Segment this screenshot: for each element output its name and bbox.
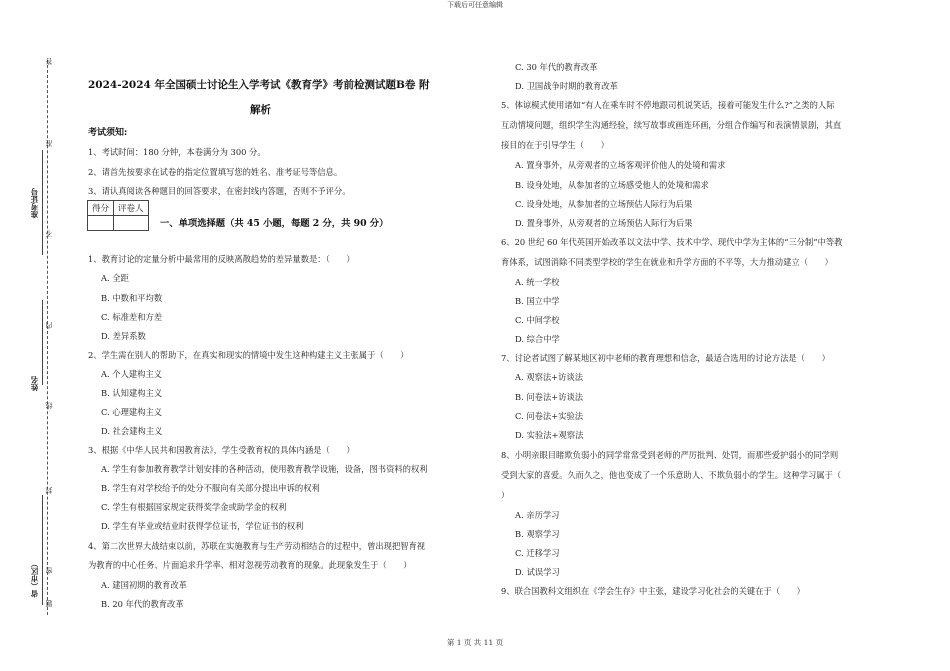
option[interactable]: C. 问卷法+实验法 (515, 411, 584, 421)
option[interactable]: D. 实验法+观察法 (515, 430, 584, 440)
exam-id-label: 准考证号 (30, 188, 39, 218)
exam-title: 2024-2024 年全国硕士讨论生入学考试《教育学》考前检测试题B卷 附 (88, 79, 430, 91)
exam-title-line2: 解析 (250, 104, 271, 116)
question-stem: 7、讨论者试图了解某地区初中老师的教育理想和信念，最适合选用的讨论方法是（ ） (501, 353, 830, 363)
option[interactable]: B. 学生有对学校给予的处分不服向有关部分提出申诉的权利 (101, 483, 320, 493)
question-stem: 4、第二次世界大战结束以前，苏联在实施教育与生产劳动相结合的过程中，曾出现把智育视 (88, 541, 426, 551)
question-stem: ） (501, 490, 510, 500)
question-stem: 互动情境问题，组织学生沟通经验，续写故事或画连环画，分组合作编写和表演情景剧，其直 (501, 120, 842, 130)
page-number: 第 1 页 共 11 页 (446, 638, 504, 647)
option[interactable]: C. 标准差和方差 (101, 312, 163, 322)
option[interactable]: A. 个人建构主义 (101, 369, 163, 379)
question-stem: 为教育的中心任务、片面追求升学率、相对忽视劳动教育的现象。此现象发生于（ ） (88, 560, 412, 570)
question-stem: 1、教育讨论的定量分析中最常用的反映离散趋势的差异量数是：（ ） (88, 254, 355, 264)
score-header: 得分 (88, 201, 114, 216)
section-title: 一、单项选择题（共 45 小题，每题 2 分，共 90 分） (160, 218, 389, 229)
option[interactable]: D. 试误学习 (515, 567, 560, 577)
option[interactable]: B. 20 年代的教育改革 (101, 599, 184, 609)
option[interactable]: D. 学生有毕业或结业时获得学位证书，学位证书的权利 (101, 521, 304, 531)
margin-char-nei: 内 (45, 322, 53, 329)
margin-char-mi: 密 (45, 567, 53, 574)
option[interactable]: B. 问卷法+访谈法 (515, 392, 584, 402)
notice-heading: 考试须知: (88, 128, 128, 138)
option[interactable]: A. 统一学校 (515, 277, 560, 287)
option[interactable]: A. 亲历学习 (515, 510, 560, 520)
margin-char-da: 答 (45, 58, 53, 65)
option[interactable]: D. 综合中学 (515, 334, 560, 344)
question-stem: 9、联合国教科文组织在《学会生存》中主张，建设学习化社会的关键在于（ ） (501, 586, 805, 596)
margin-char-zhun: 准 (45, 140, 53, 147)
score-cell[interactable] (88, 216, 114, 231)
grader-cell[interactable] (114, 216, 149, 231)
id-field-line (42, 150, 43, 255)
option[interactable]: A. 建国初期的教育改革 (101, 580, 187, 590)
option[interactable]: C. 30 年代的教育改革 (515, 62, 598, 72)
name-field-line (42, 300, 43, 385)
option[interactable]: B. 设身处地，从参加者的立场感受他人的处境和需求 (515, 180, 709, 190)
option[interactable]: D. 卫国战争时期的教育改革 (515, 81, 618, 91)
notice-item: 3、请认真阅读各种题目的回答要求，在密封线内答题，否则不予评分。 (88, 186, 351, 196)
download-note: 下载后可任意编辑 (447, 1, 503, 9)
score-table (87, 200, 149, 231)
province-field-line (42, 495, 43, 605)
question-stem: 8、小明亲眼目睹欺负弱小的同学常常受到老师的严厉批判、处罚，而那些爱护弱小的同学则 (501, 450, 839, 460)
question-stem: 5、体谅模式使用诸如“有人在乘车时不停地跟司机说笑话，接着可能发生什么?”之类的人际 (501, 100, 835, 110)
option[interactable]: C. 学生有根据国家规定获得奖学金或助学金的权利 (101, 502, 287, 512)
option[interactable]: B. 国立中学 (515, 296, 560, 306)
grader-header: 评卷人 (114, 201, 149, 216)
option[interactable]: B. 观察学习 (515, 529, 560, 539)
notice-item: 2、请首先按要求在试卷的指定位置填写您的姓名、准考证号等信息。 (88, 167, 343, 177)
option[interactable]: C. 心理建构主义 (101, 407, 163, 417)
option[interactable]: A. 置身事外，从旁观者的立场客观评价他人的处境和需求 (515, 160, 726, 170)
name-label: 姓名 (30, 376, 39, 391)
margin-char-xian: 线 (45, 402, 53, 409)
option[interactable]: D. 社会建构主义 (101, 426, 163, 436)
question-stem: 受到大家的喜爱。久而久之，他也变成了一个乐意助人、不欺负弱小的学生。这种学习属于（ (501, 470, 842, 480)
option[interactable]: C. 迁移学习 (515, 548, 560, 558)
question-stem: 接目的在于引导学生（ ） (501, 140, 609, 150)
option[interactable]: A. 全距 (101, 273, 129, 283)
question-stem: 3、根据《中华人民共和国教育法》，学生受教育权的具体内涵是（ ） (88, 445, 355, 455)
option[interactable]: D. 置身事外，从旁观者的立场预估人际行为后果 (515, 218, 693, 228)
margin-char-bu: 不 (45, 230, 53, 237)
question-stem: 2、学生需在别人的帮助下，在真实和现实的情境中发生这种构建主义主张属于（ ） (88, 350, 409, 360)
option[interactable]: C. 中间学校 (515, 315, 560, 325)
notice-item: 1、考试时间：180 分钟，本卷满分为 300 分。 (88, 147, 266, 157)
option[interactable]: C. 设身处地，从参加者的立场预估人际行为后果 (515, 199, 693, 209)
option[interactable]: B. 认知建构主义 (101, 388, 163, 398)
province-label: 省（市区） (30, 560, 39, 598)
question-stem: 6、20 世纪 60 年代英国开始改革以文法中学、技术中学、现代中学为主体的“三分制”中等教 (501, 237, 843, 247)
option[interactable]: A. 学生有参加教育教学计划安排的各种活动，使用教育教学设施，设备，图书资料的权利 (101, 464, 428, 474)
margin-char-feng: 封 (45, 487, 53, 494)
question-stem: 育体系，试图消除不同类型学校的学生在就业和升学方面的不平等，大力推动建立（ ） (501, 257, 833, 267)
option[interactable]: A. 观察法+访谈法 (515, 372, 584, 382)
option[interactable]: D. 差异系数 (101, 331, 146, 341)
margin-char-ti: 题 (45, 600, 53, 607)
option[interactable]: B. 中数和平均数 (101, 293, 163, 303)
